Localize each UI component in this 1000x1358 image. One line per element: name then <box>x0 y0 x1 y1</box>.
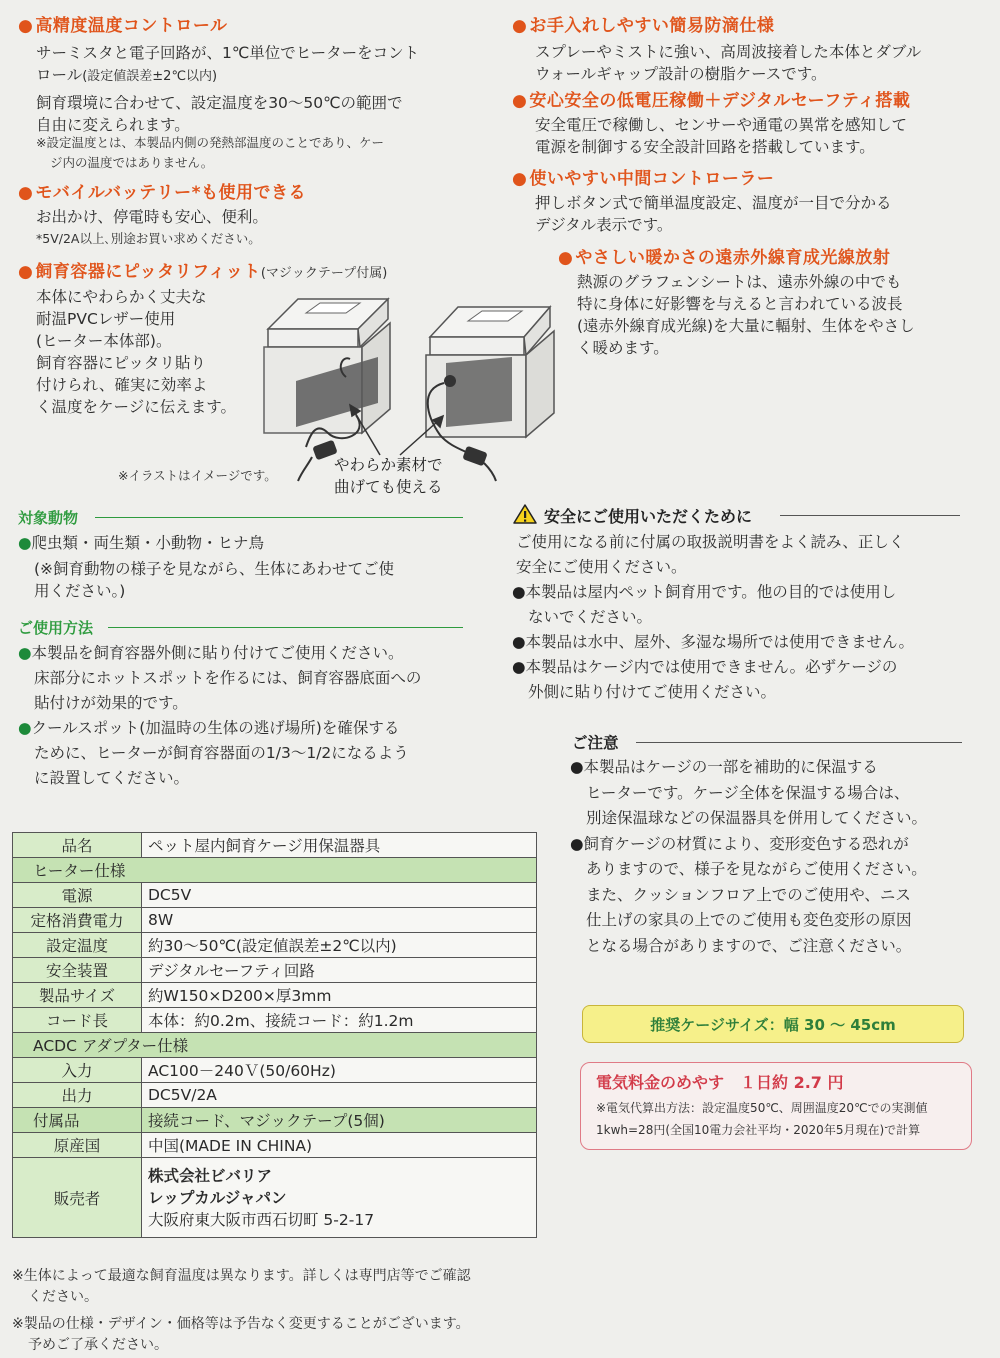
divider <box>108 627 463 628</box>
section-title-low-voltage: ● 安心安全の低電圧稼働＋デジタルセーフティ搭載 <box>512 91 911 111</box>
section-title-temperature-control: ● 高精度温度コントロール <box>18 16 228 36</box>
table-row: 設定温度 約30～50℃(設定値誤差±2℃以内) <box>13 933 537 958</box>
table-section-header: ACDC アダプター仕様 <box>13 1033 537 1058</box>
low-voltage-text: 安全電圧で稼働し、センサーや通電の異常を感知して 電源を制御する安全設計回路を搭載しています。 <box>535 116 908 156</box>
illustration-caption: やわらか素材で 曲げても使える <box>334 456 443 496</box>
table-row: 販売者 株式会社ビバリア レップカルジャパン 大阪府東大阪市西石切町 5-2-17 <box>13 1158 537 1238</box>
table-row: コード長 本体：約0.2m、接続コード：約1.2m <box>13 1008 537 1033</box>
table-row: 安全装置 デジタルセーフティ回路 <box>13 958 537 983</box>
caution-heading: ご注意 <box>572 734 619 752</box>
spec-table <box>12 832 537 1238</box>
safety-heading: 安全にご使用いただくために <box>544 507 753 526</box>
table-row: 製品サイズ 約W150×D200×厚3mm <box>13 983 537 1008</box>
caution-text: ●本製品はケージの一部を補助的に保温する ヒーターです。ケージ全体を保温する場合は、 別途保温球などの保温器具を併用してください。 ●飼育ケージの材質により、変形変色する恐れが ありますので、様子を見ながらご使用ください。 また、クッションフロア上でのご使用や、ニス 仕上げの家具の上でのご使用も変色変形の原因 となる場合がありますので、ご注意ください。 <box>570 758 928 955</box>
table-row: 出力 DC5V/2A <box>13 1083 537 1108</box>
target-animals-text: ●爬虫類・両生類・小動物・ヒナ鳥 (※飼育動物の様子を見ながら、生体にあわせてご使 用ください。) <box>18 534 395 600</box>
footer-notes: ※生体によって最適な飼育温度は異なります。詳しくは専門店等でご確認 ください。 ※製品の仕様・デザイン・価格等は予告なく変更することがございます。 予めご了承ください。 <box>12 1268 471 1353</box>
table-section-header: ヒーター仕様 <box>13 858 537 883</box>
section-title-controller: ● 使いやすい中間コントローラー <box>512 169 775 189</box>
electric-cost-notes: ※電気代算出方法：設定温度50℃、周囲温度20℃での実測値 1kwh=28円(全国10電力会社平均・2020年5月現在)で計算 <box>596 1101 928 1137</box>
illustration-note: ※イラストはイメージです。 <box>118 468 277 483</box>
table-row: 定格消費電力 8W <box>13 908 537 933</box>
safety-text: ご使用になる前に付属の取扱説明書をよく読み、正しく 安全にご使用ください。 ●本製品は屋内ペット飼育用です。他の目的では使用し ないでください。 ●本製品は水中、屋外、多湿な場所では使用できません。 ●本製品はケージ内では使用できません。必ずケージの 外側に貼り付けてご使用ください。 <box>512 533 914 701</box>
mobile-battery-note: *5V/2A以上､別途お買い求めください。 <box>36 231 261 246</box>
section-title-far-infrared: ● やさしい暖かさの遠赤外線育成光線放射 <box>558 248 891 268</box>
section-title-perfect-fit: ● 飼育容器にピッタリフィット(マジックテープ付属) <box>18 262 388 282</box>
section-title-mobile-battery: ● モバイルバッテリー*も使用できる <box>18 183 307 203</box>
section-title-drip-proof: ● お手入れしやすい簡易防滴仕様 <box>512 16 775 36</box>
mobile-battery-text: お出かけ、停電時も安心、便利。 <box>36 208 268 226</box>
controller-text: 押しボタン式で簡単温度設定、温度が一目で分かる デジタル表示です。 <box>535 194 892 234</box>
recommended-cage-size-badge: 推奨ケージサイズ：幅 30 ～ 45cm <box>582 1005 964 1043</box>
table-row: 電源 DC5V <box>13 883 537 908</box>
target-animals-heading: 対象動物 <box>18 509 79 527</box>
warning-icon <box>512 503 538 525</box>
divider <box>95 517 463 518</box>
electric-cost-title: 電気料金のめやす １日約 2.7 円 <box>596 1073 844 1092</box>
usage-heading: ご使用方法 <box>18 619 94 637</box>
table-row: 付属品 接続コード、マジックテープ(5個) <box>13 1108 537 1133</box>
far-infrared-text: 熱源のグラフェンシートは、遠赤外線の中でも 特に身体に好影響を与えると言われている波長 (遠赤外線育成光線)を大量に輻射、生体をやさし く暖めます。 <box>577 273 915 357</box>
temperature-note: ※設定温度とは、本製品内側の発熱部温度のことであり、ケー ジ内の温度ではありません。 <box>36 135 384 170</box>
table-row: 入力 AC100－240Ｖ(50/60Hz) <box>13 1058 537 1083</box>
temperature-control-text: サーミスタと電子回路が、1℃単位でヒーターをコント ロール(設定値誤差±2℃以内) 飼育環境に合わせて、設定温度を30～50℃の範囲で 自由に変えられます。 <box>36 44 420 134</box>
usage-text: ●本製品を飼育容器外側に貼り付けてご使用ください。 床部分にホットスポットを作るには、飼育容器底面への 貼付けが効果的です。 ●クールスポット(加温時の生体の逃げ場所)を確保する ために、ヒーターが飼育容器面の1/3～1/2になるよう に設置してください。 <box>18 644 422 787</box>
table-row: 品名 ペット屋内飼育ケージ用保温器具 <box>13 833 537 858</box>
divider <box>780 515 960 516</box>
right-cage-icon <box>426 307 554 481</box>
perfect-fit-text: 本体にやわらかく丈夫な 耐温PVCレザー使用 (ヒーター本体部)。 飼育容器にピッタリ貼り 付けられ、確実に効率よ く温度をケージに伝えます。 <box>36 288 236 416</box>
drip-proof-text: スプレーやミストに強い、高周波接着した本体とダブル ウォールギャップ設計の樹脂ケースです。 <box>535 43 922 83</box>
table-row: 原産国 中国(MADE IN CHINA) <box>13 1133 537 1158</box>
divider <box>636 742 962 743</box>
